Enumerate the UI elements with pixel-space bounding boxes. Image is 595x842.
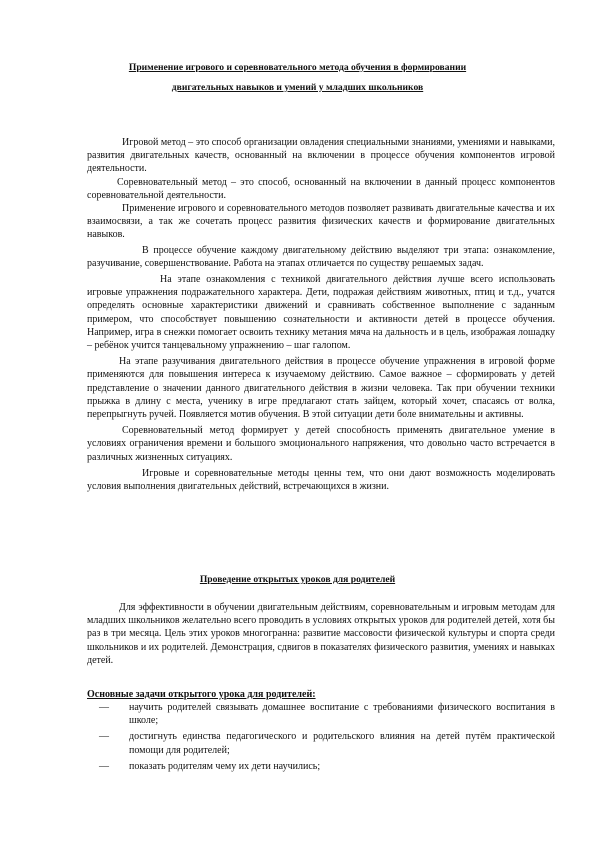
dash-bullet: —	[99, 731, 109, 743]
paragraph-application: Применение игрового и соревновательного методов позволяет развивать двигательные качества и их взаимосвязи, а так же сочетать процесс развития физических качеств и формирование двигательных навыков.	[87, 203, 555, 241]
dash-bullet: —	[99, 702, 109, 713]
tasks-list	[87, 701, 555, 776]
paragraph-learning: На этапе разучивания двигательного действия в процессе обучение упражнения в игровой форме применяются для повышения интереса к изучаемому действию. Самое важное – сформировать у детей представление о значении данного двигательного действия в жизни человека. Так при обучении техники прыжка в длину с места, ученику в игре предлагают стать зайцем, который хочет, спасаясь от волка, перепрыгнуть ручей. Появляется мотив обучения. В этой ситуации дети боле внимательны и активны.	[87, 356, 555, 421]
list-item-text: показать родителям чему их дети научились;	[129, 760, 321, 772]
paragraph-open-lessons: Для эффективности в обучении двигательным действиям, соревновательным и игровым методам для младших школьников желательно всего проводить в условиях открытых уроков для родителей детей, хотя бы раз в три месяца. Цель этих уроков многогранна: развитие массовости физической культуры и спорта среди школьников и их родителей. Демонстрация, сдвигов в показателях физического развития, умениях и навыках детей.	[87, 602, 555, 666]
dash-bullet: —	[99, 760, 109, 772]
methods-section	[87, 136, 555, 493]
paragraph-competitive-skills: Соревновательный метод формирует у детей способность применять двигательное умение в условиях ограничения времени и большого эмоционального напряжения, что довольно часто встречается в различных жизненных ситуациях.	[87, 425, 555, 463]
list-item	[87, 701, 555, 727]
section-title: Проведение открытых уроков для родителей	[199, 574, 396, 585]
list-item-text: достигнуть единства педагогического и родительского влияния на детей путём практической помощи для родителей;	[129, 731, 555, 756]
title-line-2: двигательных навыков и умений у младших школьников	[171, 82, 424, 93]
paragraph-competitive-method: Соревновательный метод – это способ, основанный на включении в данный процесс компонентов соревновательной деятельности.	[87, 176, 555, 201]
title-line-1: Применение игрового и соревновательного метода обучения в формировании	[128, 62, 467, 73]
list-item	[87, 730, 555, 756]
paragraph-familiarization: На этапе ознакомления с техникой двигательного действия лучше всего использовать игровые упражнения подражательного характера. Дети, подражая действиям животных, птиц и т.д., учатся определять основные характеристики движений и сравнивать собственное выполнение с заданным примером, что способствует повышению сознательности и активности детей в процессе обучения. Например, игра в снежки помогает освоить технику метания мяча на дальность и в цель, изображая лошадку – ребёнок учится танцевальному упражнению – шаг галопом.	[87, 274, 555, 352]
paragraph-game-method: Игровой метод – это способ организации овладения специальными знаниями, умениями и навыками, развития двигательных качеств, основанный на включении в процессе обучения компонентов игровой деятельности.	[87, 137, 555, 175]
paragraph-value: Игровые и соревновательные методы ценны тем, что они дают возможность моделировать условия выполнения двигательных действий, встречающихся в жизни.	[87, 467, 555, 493]
open-lessons-section	[87, 601, 555, 667]
list-item	[87, 760, 555, 773]
document-title	[60, 58, 535, 98]
list-item-text: научить родителей связывать домашнее воспитание с требованиями физического воспитания в школе;	[129, 702, 555, 727]
paragraph-stages: В процессе обучение каждому двигательному действию выделяют три этапа: ознакомление, разучивание, совершенствование. Работа на этапах отличается по существу решаемых задач.	[87, 244, 555, 269]
tasks-heading: Основные задачи открытого урока для родителей:	[87, 689, 316, 700]
